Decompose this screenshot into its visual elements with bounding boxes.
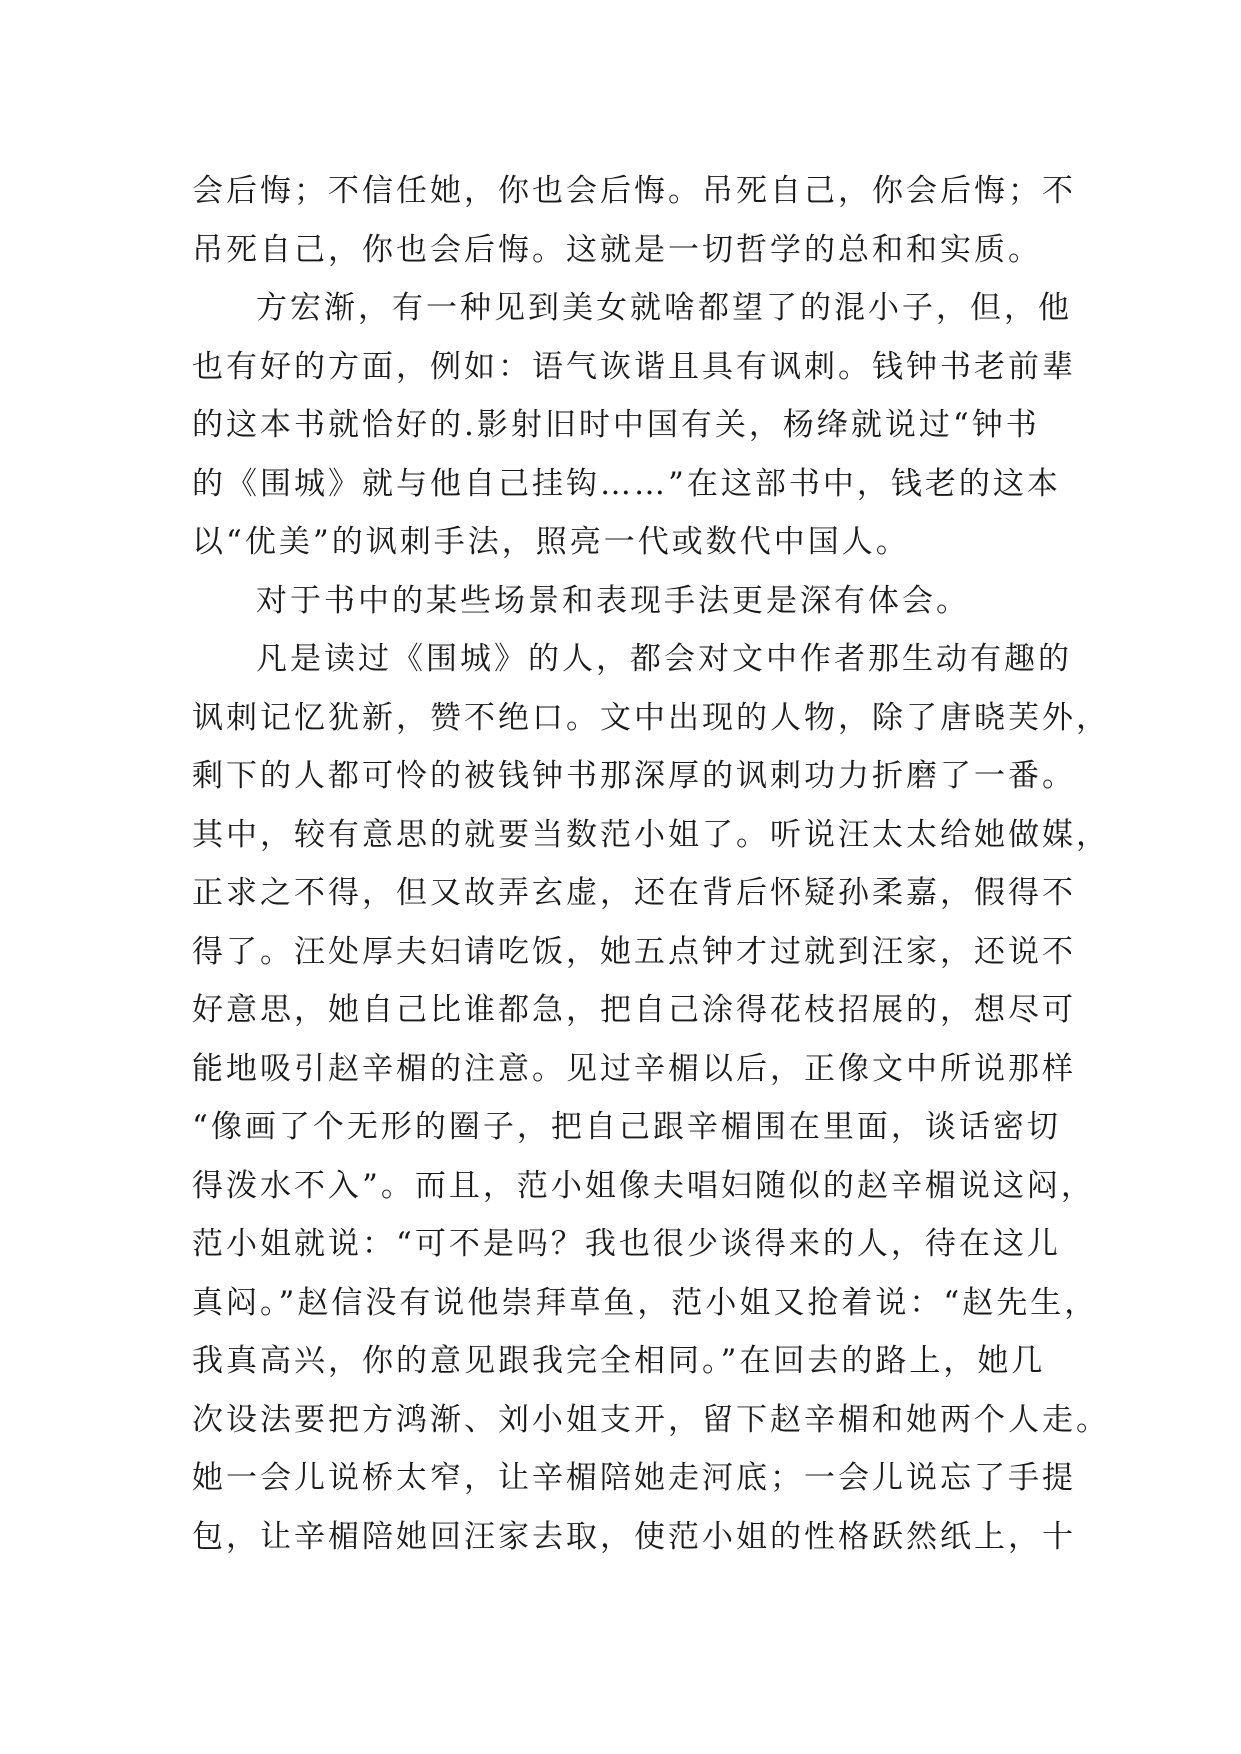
text-line: 真闷。”赵信没有说他崇拜草鱼，范小姐又抢着说：“赵先生，: [192, 1284, 1099, 1321]
text-line: 能地吸引赵辛楣的注意。见过辛楣以后，正像文中所说那样: [192, 1050, 1076, 1087]
text-line: 得了。汪处厚夫妇请吃饭，她五点钟才过就到汪家，还说不: [192, 933, 1076, 970]
text-line: 吊死自己，你也会后悔。这就是一切哲学的总和和实质。: [192, 231, 1042, 268]
text-line: 剩下的人都可怜的被钱钟书那深厚的讽刺功力折磨了一番。: [192, 758, 1076, 794]
paragraph-start-line: 方宏渐，有一种见到美女就啥都望了的混小子，但，他: [256, 290, 1072, 326]
text-line: 其中，较有意思的就要当数范小姐了。听说汪太太给她做媒，: [192, 816, 1110, 853]
text-line: 的《围城》就与他自己挂钩……”在这部书中，钱老的这本: [192, 465, 1061, 502]
text-line: 以“优美”的讽刺手法，照亮一代或数代中国人。: [192, 524, 910, 560]
paragraph-start-line: 对于书中的某些场景和表现手法更是深有体会。: [256, 582, 970, 619]
paragraph-start-line: 凡是读过《围城》的人，都会对文中作者那生动有趣的: [256, 641, 1072, 677]
text-line: 包，让辛楣陪她回汪家去取，使范小姐的性格跃然纸上，十: [192, 1518, 1076, 1555]
text-line: 会后悔；不信任她，你也会后悔。吊死自己，你会后悔；不: [192, 173, 1076, 209]
text-line: 她一会儿说桥太窄，让辛楣陪她走河底；一会儿说忘了手提: [192, 1460, 1076, 1496]
text-line: 范小姐就说：“可不是吗？我也很少谈得来的人，待在这儿: [192, 1226, 1061, 1262]
text-line: 也有好的方面，例如：语气诙谐且具有讽刺。钱钟书老前辈: [192, 348, 1076, 385]
text-line: 讽刺记忆犹新，赞不绝口。文中出现的人物，除了唐晓芙外，: [192, 699, 1110, 736]
text-line: 得泼水不入”。而且，范小姐像夫唱妇随似的赵辛楣说这闷，: [192, 1167, 1095, 1204]
text-line: 好意思，她自己比谁都急，把自己涂得花枝招展的，想尽可: [192, 992, 1076, 1028]
text-line: 的这本书就恰好的.影射旧时中国有关，杨绛就说过“钟书: [192, 407, 1040, 443]
text-line: 正求之不得，但又故弄玄虚，还在背后怀疑孙柔嘉，假得不: [192, 875, 1076, 911]
body-text: [192, 162, 1110, 1566]
text-line: 我真高兴，你的意见跟我完全相同。”在回去的路上，她几: [192, 1343, 1046, 1379]
text-line: “像画了个无形的圈子，把自己跟辛楣围在里面，谈话密切: [192, 1109, 1061, 1145]
text-line: 次设法要把方鸿渐、刘小姐支开，留下赵辛楣和她两个人走。: [192, 1401, 1110, 1438]
